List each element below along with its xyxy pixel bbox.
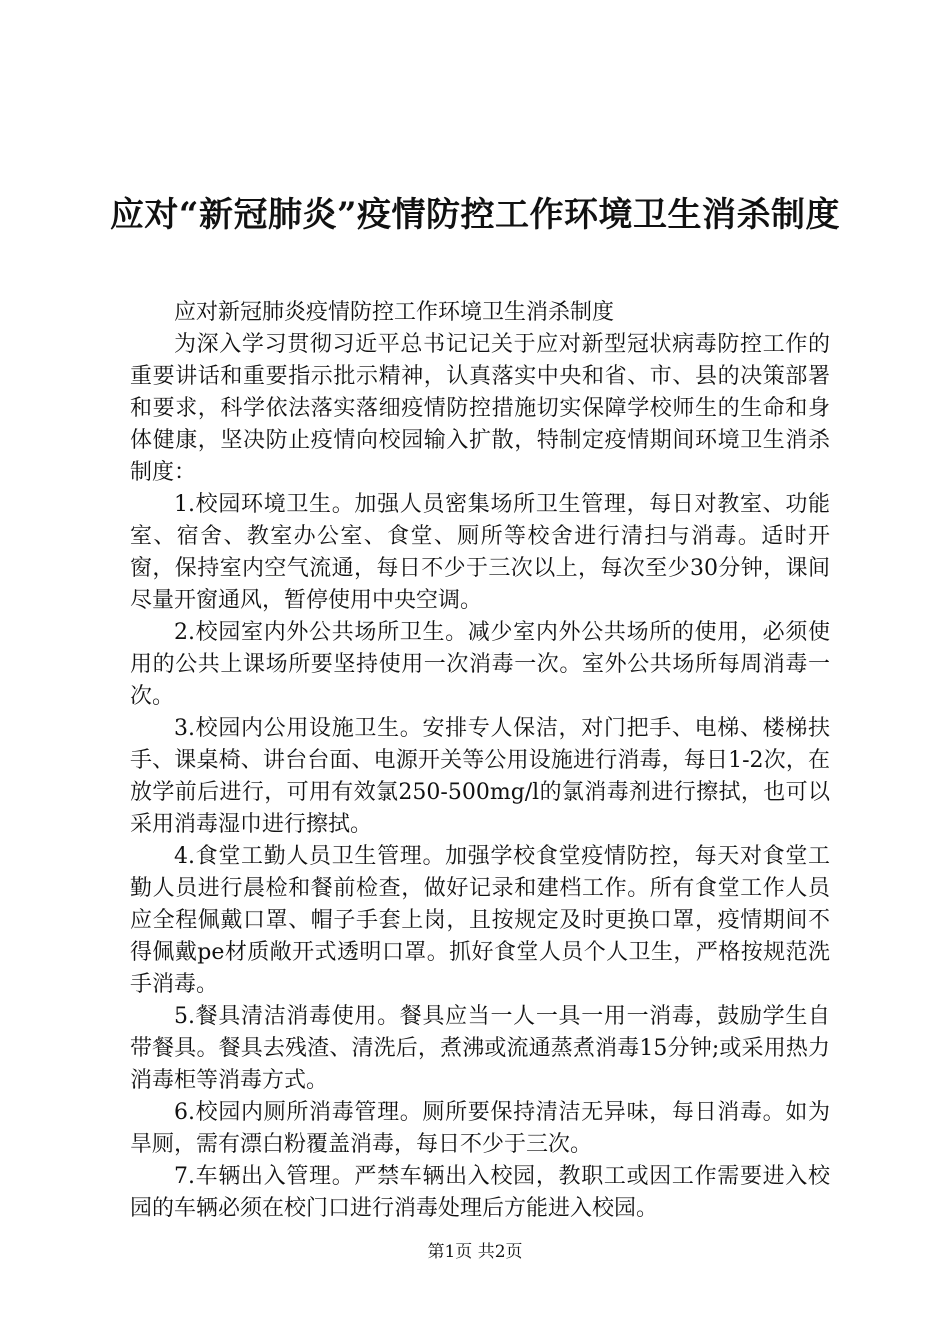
rule-paragraph-3: 3.校园内公用设施卫生。安排专人保洁，对门把手、电梯、楼梯扶手、课桌椅、讲台台面、电源开关等公用设施进行消毒，每日1-2次，在放学前后进行，可用有效氯250-500mg/l的氯消毒剂进行擦拭，也可以采用消毒湿巾进行擦拭。 [130, 716, 830, 837]
rule-paragraph-4: 4.食堂工勤人员卫生管理。加强学校食堂疫情防控，每天对食堂工勤人员进行晨检和餐前检查，做好记录和建档工作。所有食堂工作人员应全程佩戴口罩、帽子手套上岗，且按规定及时更换口罩，疫情期间不得佩戴pe材质敞开式透明口罩。抓好食堂人员个人卫生，严格按规范洗手消毒。 [130, 844, 830, 997]
intro-paragraph: 为深入学习贯彻习近平总书记记关于应对新型冠状病毒防控工作的重要讲话和重要指示批示精神，认真落实中央和省、市、县的决策部署和要求，科学依法落实落细疫情防控措施切实保障学校师生的生命和身体健康，坚决防止疫情向校园输入扩散，特制定疫情期间环境卫生消杀制度： [130, 332, 830, 485]
page-number-footer: 第1页 共2页 [427, 1242, 523, 1262]
rule-paragraph-5: 5.餐具清洁消毒使用。餐具应当一人一具一用一消毒，鼓励学生自带餐具。餐具去残渣、清洗后，煮沸或流通蒸煮消毒15分钟;或采用热力消毒柜等消毒方式。 [130, 1004, 830, 1093]
rule-paragraph-2: 2.校园室内外公共场所卫生。减少室内外公共场所的使用，必须使用的公共上课场所要坚持使用一次消毒一次。室外公共场所每周消毒一次。 [130, 620, 830, 709]
rule-paragraph-1: 1.校园环境卫生。加强人员密集场所卫生管理，每日对教室、功能室、宿舍、教室办公室、食堂、厕所等校舍进行清扫与消毒。适时开窗，保持室内空气流通，每日不少于三次以上，每次至少30分钟，课间尽量开窗通风，暂停使用中央空调。 [130, 492, 830, 613]
document-body [130, 297, 830, 1225]
rule-paragraph-7: 7.车辆出入管理。严禁车辆出入校园，教职工或因工作需要进入校园的车辆必须在校门口进行消毒处理后方能进入校园。 [130, 1164, 830, 1221]
document-title: 应对“新冠肺炎”疫情防控工作环境卫生消杀制度 [109, 195, 841, 235]
subtitle-paragraph: 应对新冠肺炎疫情防控工作环境卫生消杀制度 [174, 300, 615, 325]
rule-paragraph-6: 6.校园内厕所消毒管理。厕所要保持清洁无异味，每日消毒。如为旱厕，需有漂白粉覆盖消毒，每日不少于三次。 [130, 1100, 830, 1157]
